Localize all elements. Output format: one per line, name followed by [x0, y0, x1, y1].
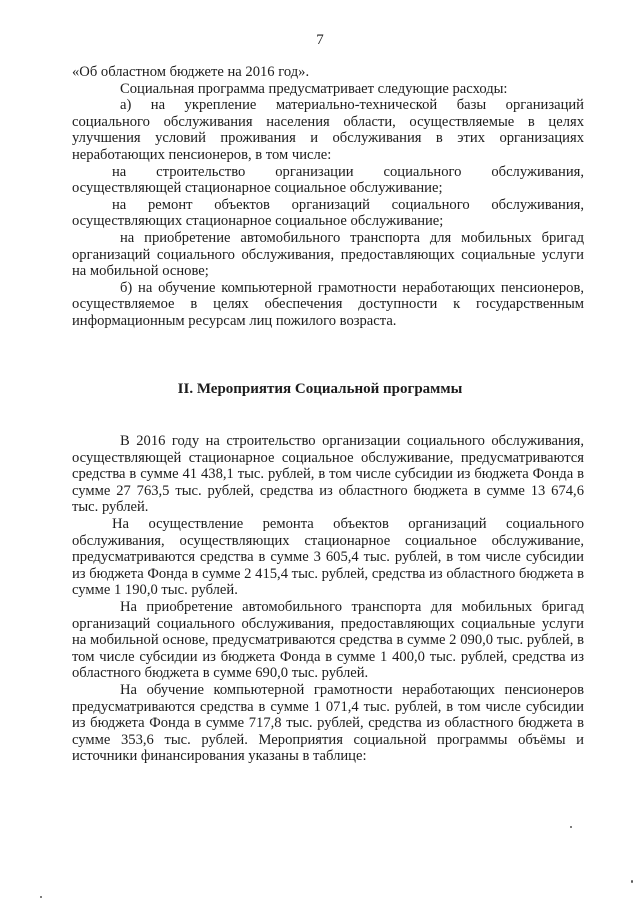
scan-speck — [631, 880, 633, 883]
paragraph-measure-transport: На приобретение автомобильного транспорта для мобильных бригад организаций социального обслуживания, предоставляющих социальные услуги на мобильной основе, предусматриваются средства в сумме 2 090,0 тыс. рублей, в том числе субсидии из бюджета Фонда в сумме 1 400,0 тыс. рублей, средства из областного бюджета в сумме 690,0 тыс. рублей. — [72, 598, 584, 682]
paragraph-measure-training: На обучение компьютерной грамотности неработающих пенсионеров предусматриваются средства в сумме 1 071,4 тыс. рублей, в том числе субсидии из бюджета Фонда в сумме 717,8 тыс. рублей, средства из областного бюджета в сумме 353,6 тыс. рублей. Мероприятия социальной программы объёмы и источники финансирования указаны в таблице: — [72, 681, 584, 765]
paragraph-budget-law-reference: «Об областном бюджете на 2016 год». — [72, 64, 310, 80]
paragraph-expense-construction: на строительство организации социального обслуживания, осуществляющей стационарное социальное обслуживание; — [72, 163, 584, 197]
paragraph-expenses-intro: Социальная программа предусматривает следующие расходы: — [120, 80, 508, 97]
paragraph-expense-transport: на приобретение автомобильного транспорта для мобильных бригад организаций социального обслуживания, предоставляющих социальные услуги на мобильной основе; — [72, 229, 584, 280]
section-heading: II. Мероприятия Социальной программы — [177, 381, 463, 397]
paragraph-measure-repair: На осуществление ремонта объектов организаций социального обслуживания, осуществляющих стационарное социальное обслуживание, предусматриваются средства в сумме 3 605,4 тыс. рублей, в том числе субсидии из бюджета Фонда в сумме 2 415,4 тыс. рублей, средства из областного бюджета в сумме 1 190,0 тыс. рублей. — [72, 515, 584, 599]
expenses-section — [72, 64, 584, 330]
paragraph-expense-b: б) на обучение компьютерной грамотности неработающих пенсионеров, осуществляемое в целях обеспечения доступности к государственным информационным ресурсам лиц пожилого возраста. — [72, 279, 584, 329]
page-number: 7 — [316, 32, 324, 48]
paragraph-measure-construction: В 2016 году на строительство организации социального обслуживания, осуществляющей стационарное социальное обслуживание, предусматриваются средства в сумме 41 438,1 тыс. рублей, в том числе субсидии из бюджета Фонда в сумме 27 763,5 тыс. рублей, средства из областного бюджета в сумме 13 674,6 тыс. рублей. — [72, 433, 584, 516]
paragraph-expense-a: а) на укрепление материально-технической базы организаций социального обслуживания населения области, осуществляемые в целях улучшения условий проживания и обслуживания в этих организациях неработающих пенсионеров, в том числе: — [72, 97, 584, 163]
paragraph-expense-repair: на ремонт объектов организаций социального обслуживания, осуществляющих стационарное социальное обслуживание; — [72, 196, 584, 230]
scan-speck — [570, 826, 572, 828]
measures-section — [72, 433, 584, 765]
scan-speck — [40, 896, 42, 898]
